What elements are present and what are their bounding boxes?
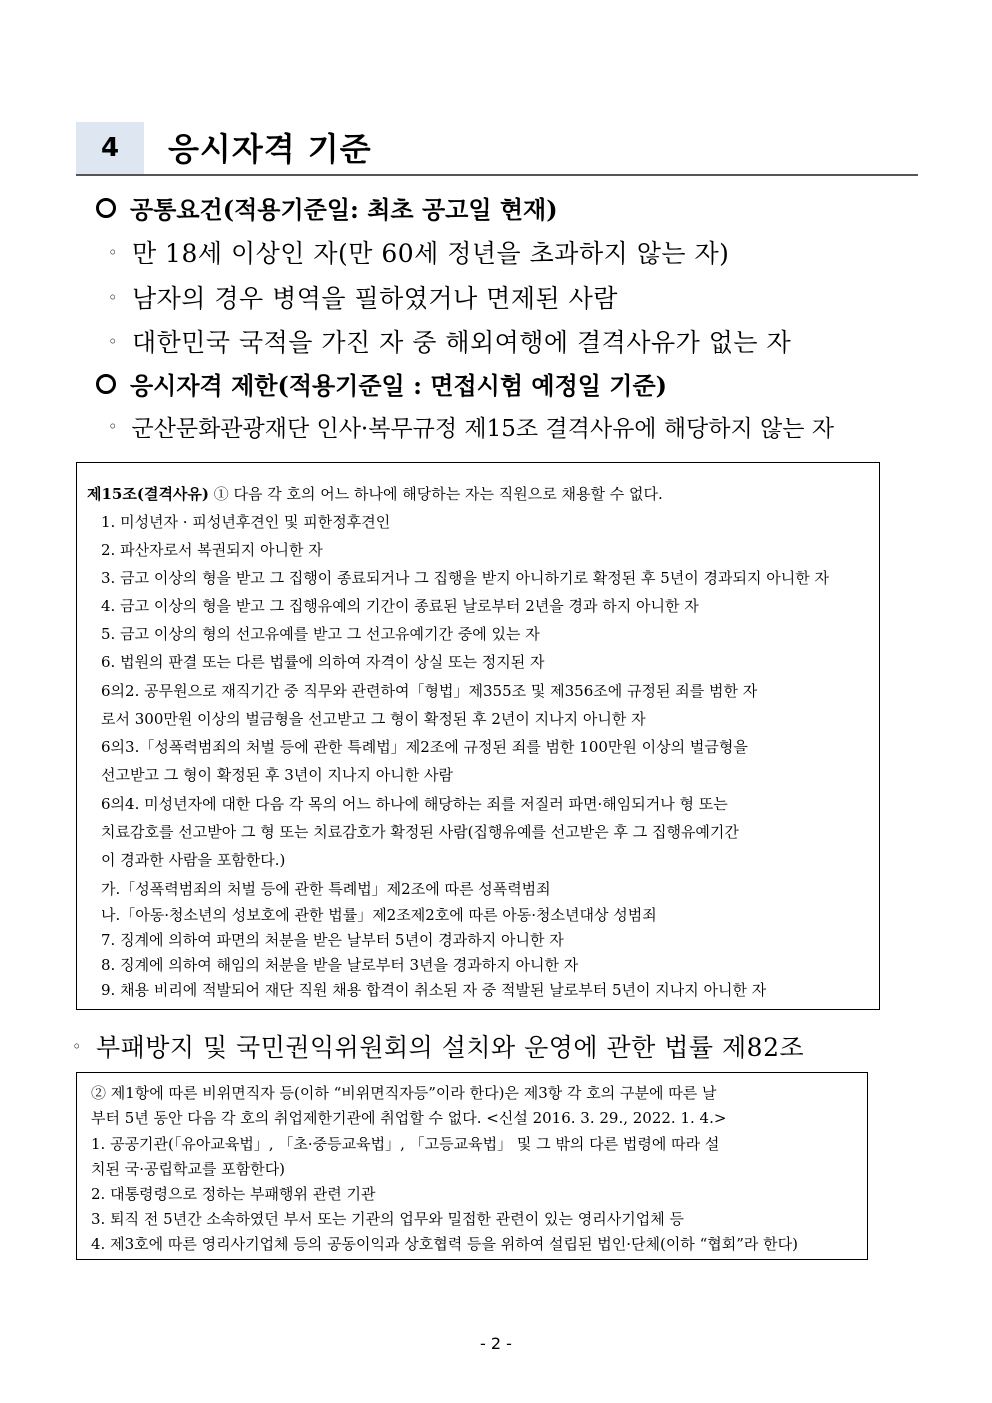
small-circle-bullet-icon: ◦ [72, 1037, 82, 1056]
anticorruption-line: 2. 대통령령으로 정하는 부패행위 관련 기관 [91, 1185, 376, 1203]
anticorruption-heading: ◦ 부패방지 및 국민권익위원회의 설치와 운영에 관한 법률 제82조 [72, 1033, 805, 1062]
article15-box [76, 462, 880, 1010]
section-number: 4 [76, 122, 144, 174]
article15-line: 6. 법원의 판결 또는 다른 법률에 의하여 자격이 상실 또는 정지된 자 [101, 653, 545, 671]
article15-line: 로서 300만원 이상의 벌금형을 선고받고 그 형이 확정된 후 2년이 지나지 아니한 자 [101, 710, 646, 728]
article15-header: 제15조(결격사유) ① 다음 각 호의 어느 하나에 해당하는 자는 직원으로 채용할 수 없다. [87, 485, 663, 503]
article15-line: 선고받고 그 형이 확정된 후 3년이 지나지 아니한 사람 [101, 766, 453, 784]
small-circle-bullet-icon: ◦ [108, 243, 118, 262]
article15-line: 6의4. 미성년자에 대한 다음 각 목의 어느 하나에 해당하는 죄를 저질러 파면·해임되거나 형 또는 [101, 795, 728, 813]
article15-line: 9. 채용 비리에 적발되어 재단 직원 채용 합격이 취소된 자 중 적발된 날로부터 5년이 지나지 아니한 자 [101, 981, 767, 999]
small-circle-bullet-icon: ◦ [108, 332, 118, 351]
article15-line: 5. 금고 이상의 형의 선고유예를 받고 그 선고유예기간 중에 있는 자 [101, 625, 540, 643]
common-item-3: ◦ 대한민국 국적을 가진 자 중 해외여행에 결격사유가 없는 자 [108, 328, 792, 357]
common-heading: 공통요건(적용기준일: 최초 공고일 현재) [96, 190, 558, 225]
circle-bullet-icon [96, 374, 116, 394]
anticorruption-line: 3. 퇴직 전 5년간 소속하였던 부서 또는 기관의 업무와 밀접한 관련이 있는 영리사기업체 등 [91, 1210, 684, 1228]
article15-line: 치료감호를 선고받아 그 형 또는 치료감호가 확정된 사람(집행유예를 선고받은 후 그 집행유예기간 [101, 823, 739, 841]
article15-line: 3. 금고 이상의 형을 받고 그 집행이 종료되거나 그 집행을 받지 아니하기로 확정된 후 5년이 경과되지 아니한 자 [101, 569, 829, 587]
anticorruption-box [76, 1072, 868, 1260]
article15-line: 2. 파산자로서 복권되지 아니한 자 [101, 541, 323, 559]
anticorruption-line: ② 제1항에 따른 비위면직자 등(이하 “비위면직자등”이라 한다)은 제3항 각 호의 구분에 따른 날 [91, 1084, 717, 1102]
small-circle-bullet-icon: ◦ [108, 288, 118, 307]
anticorruption-line: 부터 5년 동안 다음 각 호의 취업제한기관에 취업할 수 없다. <신설 2016. 3. 29., 2022. 1. 4.> [91, 1109, 727, 1127]
article15-line: 6의2. 공무원으로 재직기간 중 직무와 관련하여「형법」제355조 및 제356조에 규정된 죄를 범한 자 [101, 682, 758, 700]
page-number: - 2 - [480, 1334, 512, 1353]
article15-line: 이 경과한 사람을 포함한다.) [101, 851, 286, 869]
restriction-item-1: ◦ 군산문화관광재단 인사·복무규정 제15조 결격사유에 해당하지 않는 자 [108, 416, 834, 442]
article15-line: 6의3.「성폭력범죄의 처벌 등에 관한 특례법」제2조에 규정된 죄를 범한 100만원 이상의 벌금형을 [101, 738, 748, 756]
section-title: 응시자격 기준 [168, 130, 372, 168]
restriction-heading: 응시자격 제한(적용기준일 : 면접시험 예정일 기준) [96, 366, 667, 401]
article15-line: 나.「아동·청소년의 성보호에 관한 법률」제2조제2호에 따른 아동·청소년대상 성범죄 [101, 906, 657, 924]
anticorruption-line: 4. 제3호에 따른 영리사기업체 등의 공동이익과 상호협력 등을 위하여 설립된 법인·단체(이하 “협회”라 한다) [91, 1235, 798, 1253]
circle-bullet-icon [96, 198, 116, 218]
anticorruption-line: 1. 공공기관(「유아교육법」, 「초·중등교육법」, 「고등교육법」 및 그 밖의 다른 법령에 따라 설 [91, 1135, 720, 1153]
small-circle-bullet-icon: ◦ [108, 417, 118, 436]
article15-line: 가.「성폭력범죄의 처벌 등에 관한 특례법」제2조에 따른 성폭력범죄 [101, 880, 551, 898]
article15-line: 8. 징계에 의하여 해임의 처분을 받을 날로부터 3년을 경과하지 아니한 자 [101, 956, 579, 974]
section-divider [76, 174, 918, 176]
common-item-2: ◦ 남자의 경우 병역을 필하였거나 면제된 사람 [108, 284, 618, 313]
article15-line: 7. 징계에 의하여 파면의 처분을 받은 날부터 5년이 경과하지 아니한 자 [101, 931, 564, 949]
common-item-1: ◦ 만 18세 이상인 자(만 60세 정년을 초과하지 않는 자) [108, 239, 730, 268]
anticorruption-line: 치된 국·공립학교를 포함한다) [91, 1160, 286, 1178]
article15-line: 1. 미성년자 · 피성년후견인 및 피한정후견인 [101, 513, 391, 531]
article15-line: 4. 금고 이상의 형을 받고 그 집행유예의 기간이 종료된 날로부터 2년을 경과 하지 아니한 자 [101, 597, 699, 615]
